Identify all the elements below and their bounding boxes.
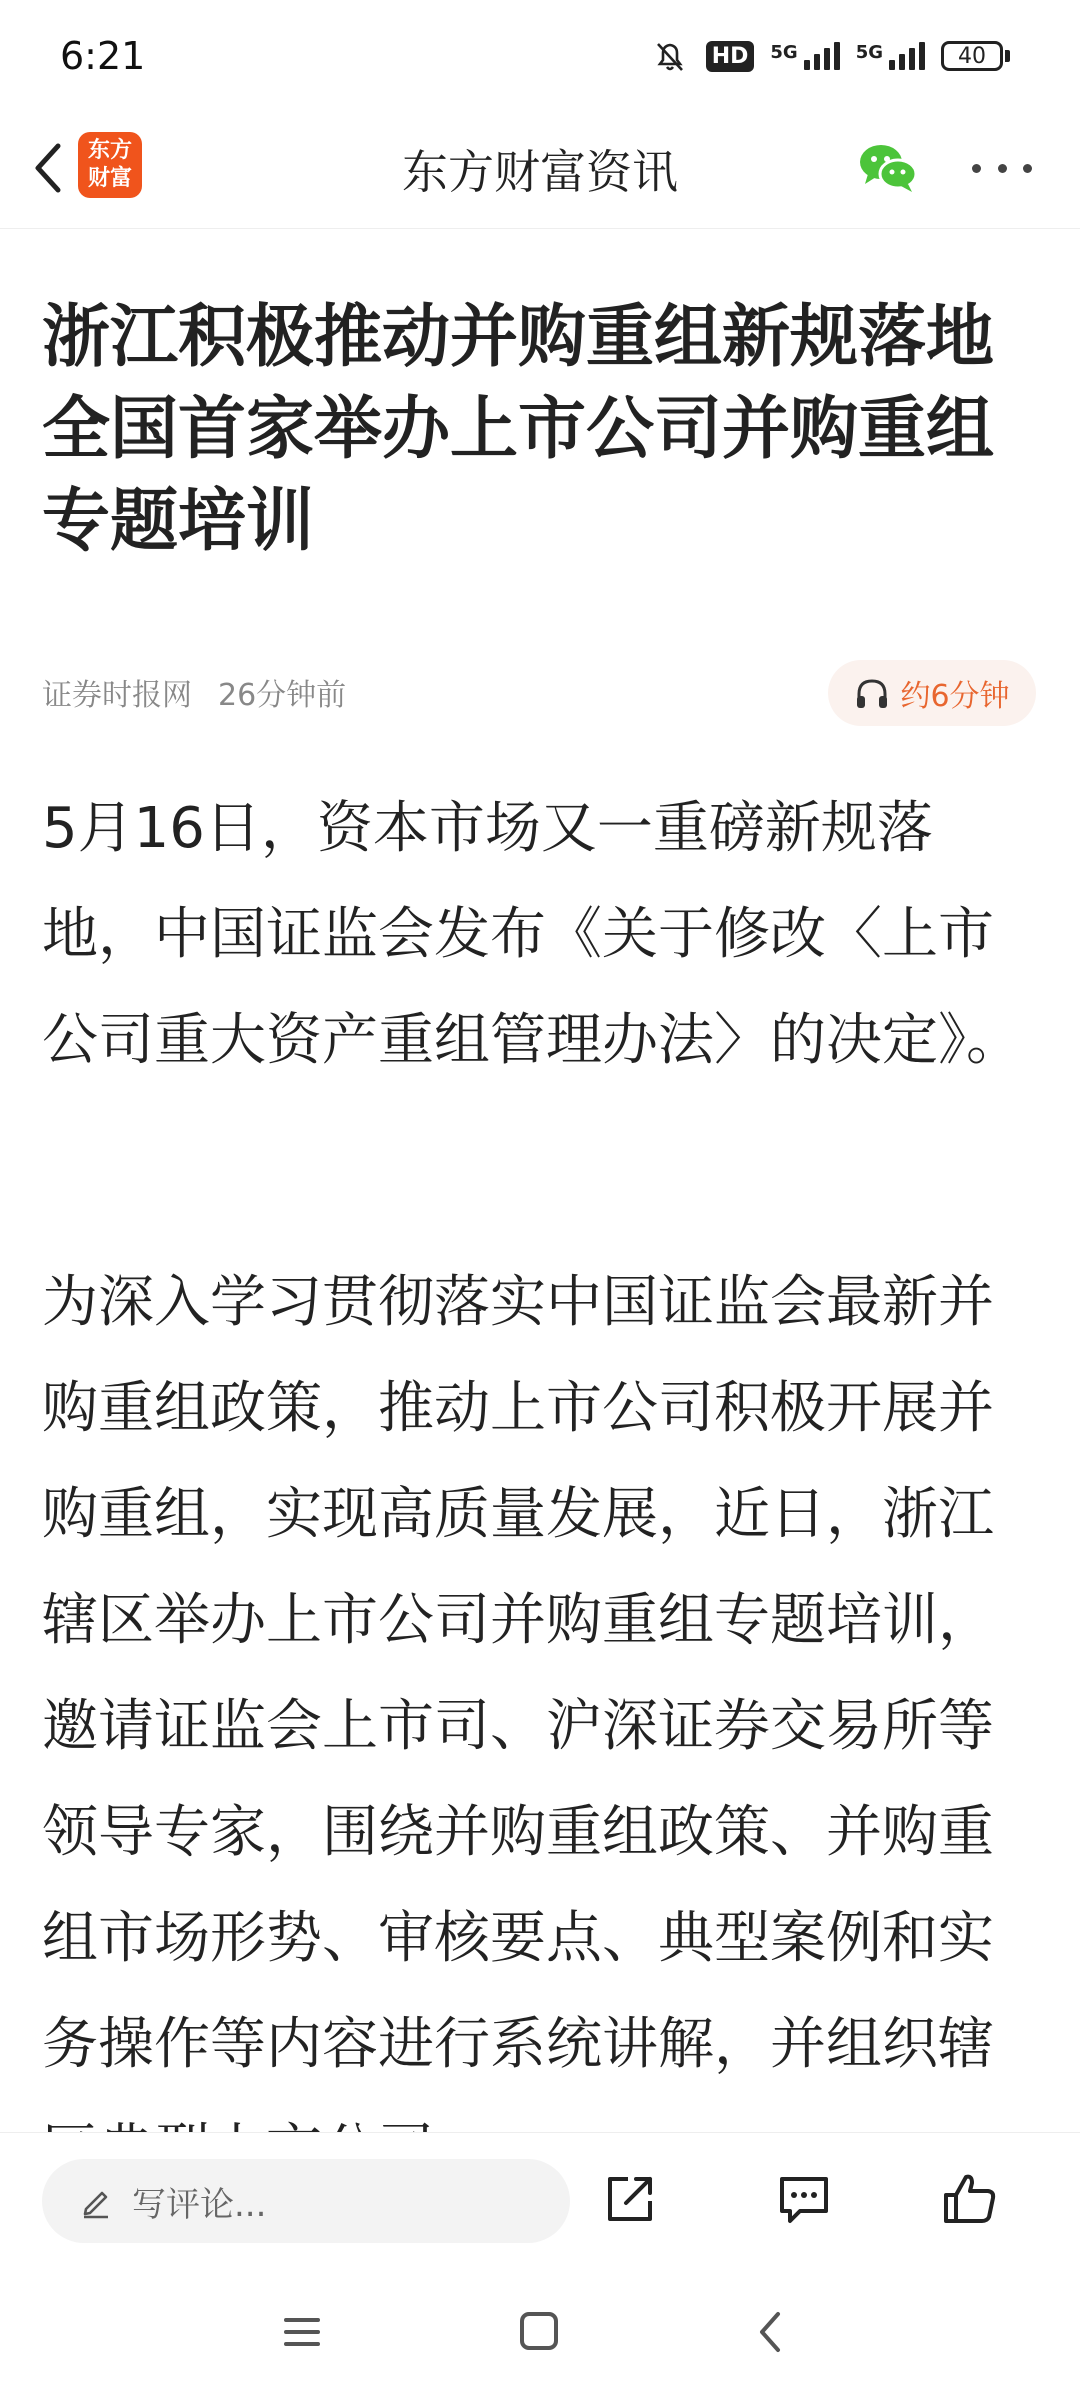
- system-nav-bar: [0, 2264, 1080, 2400]
- more-options-icon[interactable]: [972, 140, 1032, 196]
- recent-apps-icon[interactable]: [272, 2304, 332, 2360]
- comment-placeholder: 写评论...: [132, 2184, 267, 2225]
- article-time: 26分钟前: [218, 678, 347, 713]
- article-title: 浙江积极推动并购重组新规落地 全国首家举办上市公司并购重组专题培训: [42, 298, 995, 561]
- article-paragraph-1: 5月16日，资本市场又一重磅新规落地，中国证监会发布《关于修改〈上市公司重大资产重组管理办法〉的决定》。: [42, 796, 1022, 1073]
- hd-voice-icon: HD: [706, 41, 755, 72]
- comment-input[interactable]: [42, 2159, 570, 2243]
- bell-muted-icon: [650, 36, 690, 76]
- headphones-icon: [854, 676, 890, 710]
- pencil-icon: [78, 2183, 114, 2219]
- article-source[interactable]: 证券时报网: [42, 678, 192, 713]
- wechat-share-icon[interactable]: [856, 140, 920, 196]
- system-back-icon[interactable]: [740, 2304, 800, 2360]
- battery-icon: [941, 41, 1010, 71]
- status-bar: [0, 0, 1080, 110]
- status-time: 6:21: [60, 34, 146, 78]
- status-icons: [650, 36, 1010, 76]
- listen-audio-button[interactable]: [828, 660, 1036, 726]
- logo-line-1: 东方: [87, 138, 132, 163]
- battery-level: 40: [941, 41, 1003, 71]
- article-meta: [42, 670, 346, 714]
- thumbs-up-icon[interactable]: [938, 2167, 1002, 2231]
- logo-line-2: 财富: [87, 166, 132, 191]
- home-icon[interactable]: [508, 2304, 568, 2360]
- listen-duration: 约6分钟: [900, 679, 1010, 714]
- bottom-action-bar: [0, 2132, 1080, 2265]
- comments-icon[interactable]: [772, 2167, 836, 2231]
- article-paragraph-2: 为深入学习贯彻落实中国证监会最新并购重组政策，推动上市公司积极开展并购重组，实现高质量发展，近日，浙江辖区举办上市公司并购重组专题培训，邀请证监会上市司、沪深证券交易所等领导专家，围绕并购重组政策、并购重组市场形势、审核要点、典型案例和实务操作等内容进行系统讲解，并组织辖: [42, 1270, 994, 2077]
- signal-icon-2: [856, 42, 925, 70]
- top-nav-bar: [0, 110, 1080, 229]
- signal-icon-1: [770, 42, 839, 70]
- network-label-1: 5G: [770, 42, 798, 63]
- share-icon[interactable]: [598, 2167, 662, 2231]
- page-title: 东方财富资讯: [402, 145, 678, 199]
- network-label-2: 5G: [855, 42, 883, 63]
